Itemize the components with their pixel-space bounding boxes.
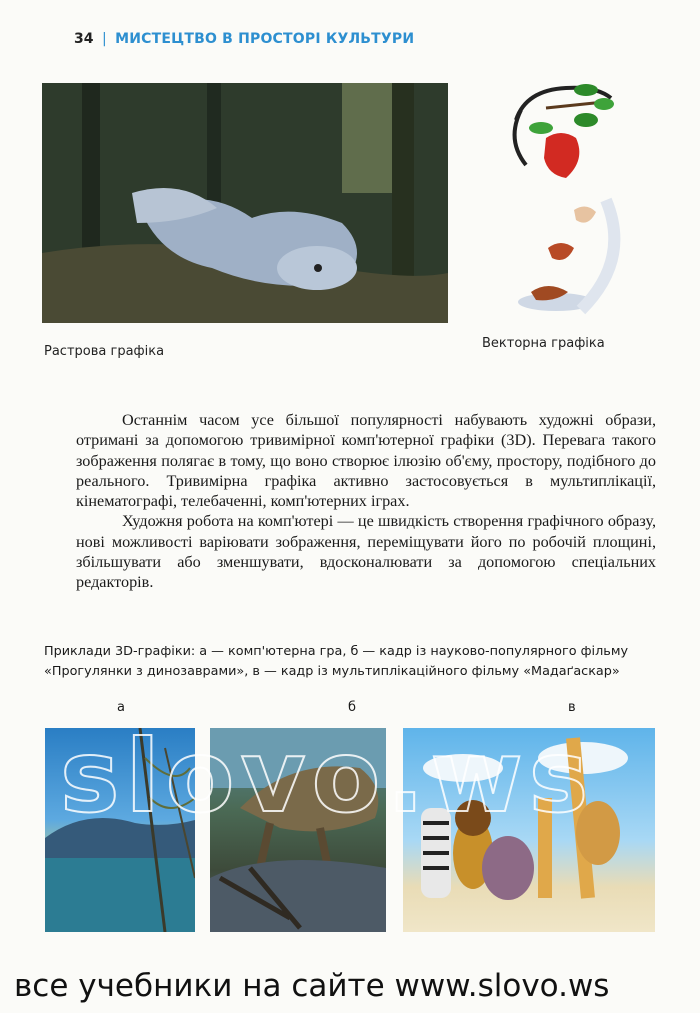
dinosaur-illustration (210, 728, 386, 932)
raster-graphics-image (42, 83, 448, 323)
example-label-a: а (117, 700, 125, 715)
footer-site-banner: все учебники на сайте www.slovo.ws (14, 968, 610, 1004)
example-label-b: б (348, 700, 357, 715)
section-title: МИСТЕЦТВО В ПРОСТОРІ КУЛЬТУРИ (115, 31, 415, 47)
page-header (74, 31, 414, 47)
raster-fish-illustration (42, 83, 448, 323)
body-text (76, 410, 656, 593)
example-image-c (403, 728, 655, 932)
header-separator: | (101, 31, 107, 47)
raster-caption: Растрова графіка (44, 344, 165, 359)
example-label-c: в (568, 700, 576, 715)
paragraph-computer-work: Художня робота на комп'ютері — це швидкість створення графічного образу, нові можливості варіювати зображення, переміщувати його по робочій площині, збільшувати або зменшувати, вдосконалювати за допомогою спеціальних редакторів. (76, 512, 656, 592)
examples-caption: Приклади 3D-графіки: а — комп'ютерна гра, б — кадр із науково-популярного фільму «Прогулянки з динозаврами», в — кадр із мультиплікаційного фільму «Мадаґаскар» (44, 644, 629, 679)
example-image-b (210, 728, 386, 932)
vector-apple-illustration (486, 80, 636, 320)
page-number: 34 (74, 31, 94, 47)
madagascar-characters-illustration (403, 728, 655, 932)
vector-caption: Векторна графіка (482, 336, 605, 351)
vector-graphics-image (486, 80, 636, 320)
game-landscape-illustration (45, 728, 195, 932)
paragraph-3d-popularity: Останнім часом усе більшої популярності набувають художні образи, отримані за допомогою тривимірної комп'ютерної графіки (3D). Перевага такого зображення полягає в тому, що воно створює ілюзію об'єму, простору, подібного до реального. Тривимірна графіка активно застосовується в мультиплікації, кінематографі, телебаченні, комп'ютерних іграх. (76, 411, 656, 511)
example-image-a (45, 728, 195, 932)
